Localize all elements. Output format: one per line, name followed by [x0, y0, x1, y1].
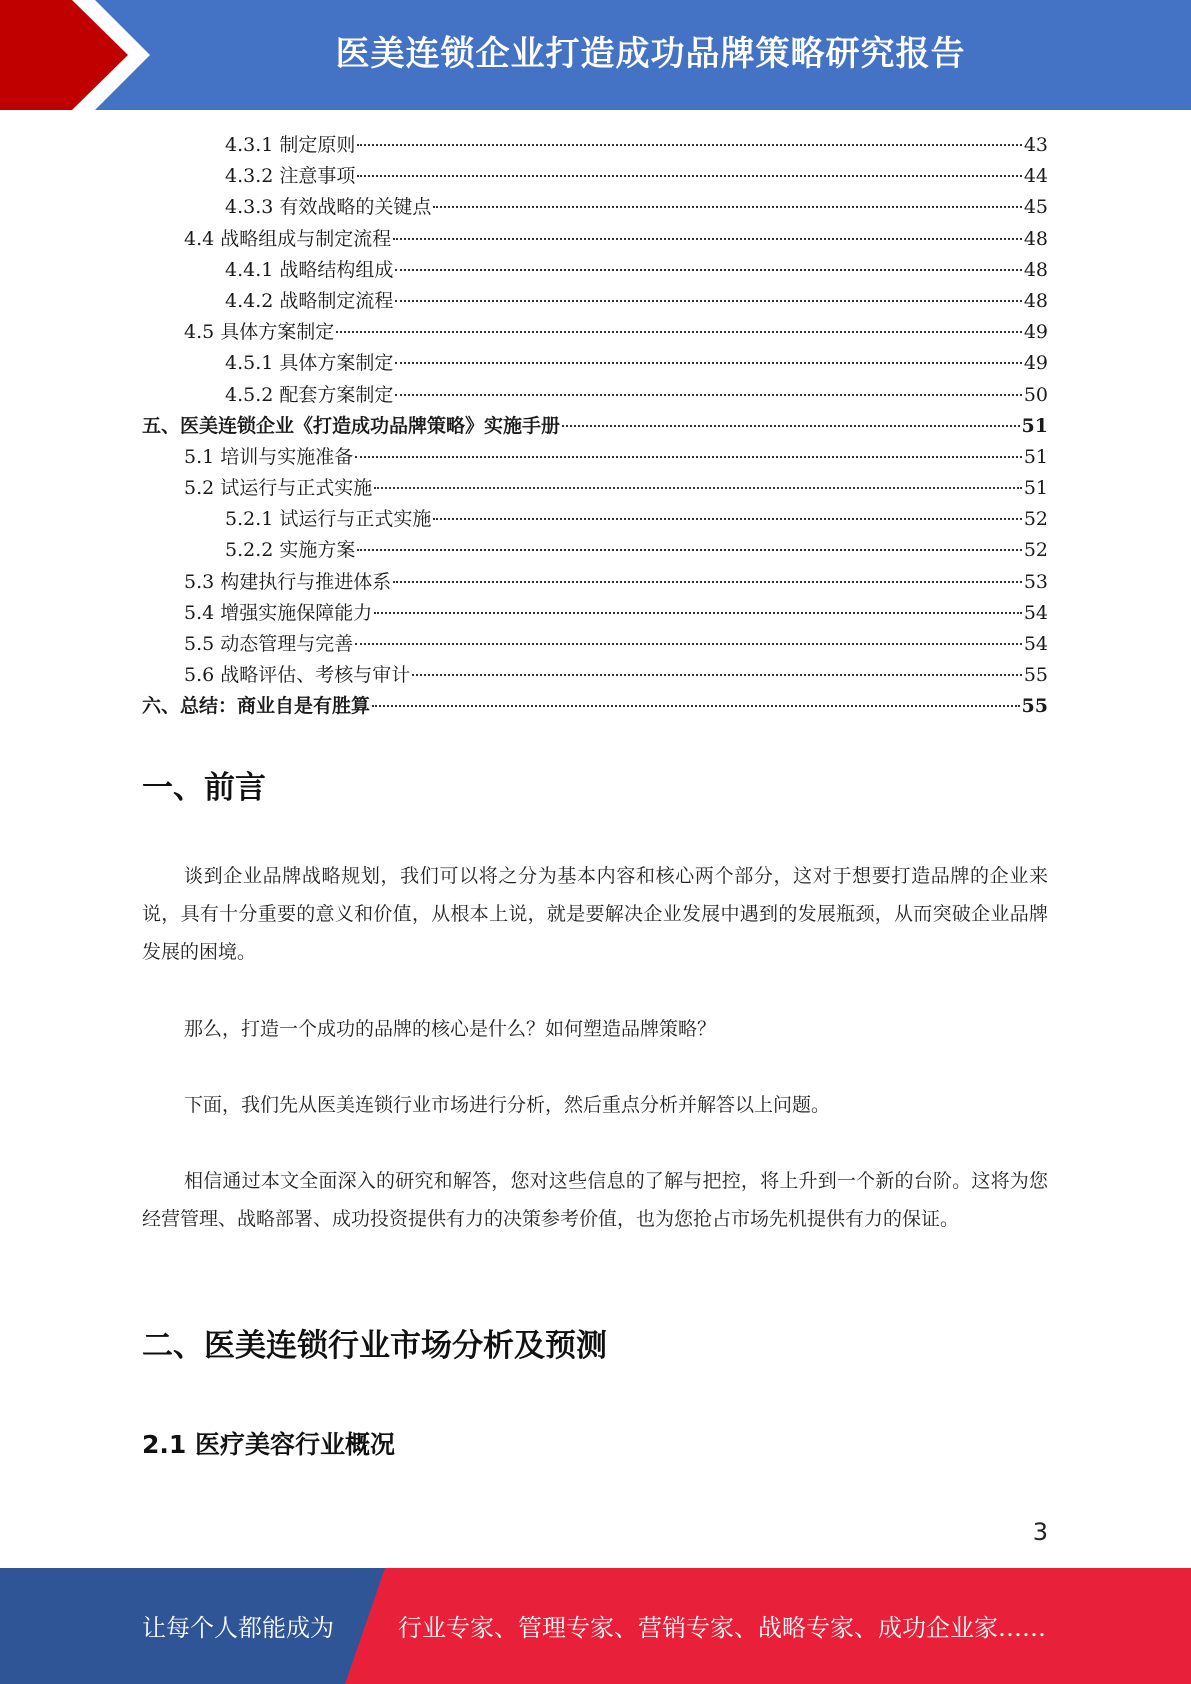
- preface-paragraph-2: 那么，打造一个成功的品牌的核心是什么？如何塑造品牌策略？: [184, 1018, 717, 1040]
- toc-leader-dots: [372, 704, 1020, 707]
- page-footer: [0, 1568, 1191, 1684]
- toc-entry-page: 48: [1023, 227, 1048, 250]
- toc-entry-page: 48: [1023, 289, 1048, 312]
- toc-entry-page: 49: [1023, 352, 1048, 375]
- toc-entry-page: 53: [1023, 570, 1048, 593]
- toc-entry[interactable]: [142, 224, 1048, 255]
- toc-entry-page: 55: [1023, 664, 1048, 687]
- toc-leader-dots: [336, 330, 1022, 333]
- toc-entry-page: 55: [1021, 695, 1048, 718]
- preface-paragraph-1: 谈到企业品牌战略规划，我们可以将之分为基本内容和核心两个部分，这对于想要打造品牌的企业来说，具有十分重要的意义和价值，从根本上说，就是要解决企业发展中遇到的发展瓶颈，从而突破企业品牌发展的困境。: [142, 865, 1048, 963]
- toc-leader-dots: [433, 517, 1021, 520]
- toc-entry[interactable]: [142, 535, 1048, 566]
- toc-leader-dots: [355, 642, 1022, 645]
- toc-entry-label: 4.3.2 注意事项: [225, 165, 356, 188]
- toc-leader-dots: [562, 424, 1020, 427]
- toc-leader-dots: [395, 393, 1021, 396]
- toc-entry-label: 4.4 战略组成与制定流程: [184, 227, 392, 250]
- toc-entry-page: 51: [1021, 414, 1048, 437]
- toc-entry-label: 5.2 试运行与正式实施: [184, 477, 373, 500]
- toc-entry[interactable]: [142, 598, 1048, 629]
- toc-leader-dots: [374, 486, 1022, 489]
- toc-entry[interactable]: [142, 192, 1048, 223]
- toc-entry-label: 4.3.1 制定原则: [225, 134, 356, 156]
- toc-entry-page: 51: [1023, 445, 1048, 468]
- toc-entry[interactable]: [142, 691, 1048, 722]
- toc-entry[interactable]: [142, 442, 1048, 473]
- report-title: 医美连锁企业打造成功品牌策略研究报告: [335, 34, 966, 74]
- toc-entry-page: 45: [1023, 196, 1048, 219]
- preface-paragraph-3: 下面，我们先从医美连锁行业市场进行分析，然后重点分析并解答以上问题。: [184, 1094, 831, 1116]
- toc-entry-page: 44: [1023, 165, 1048, 188]
- toc-entry-page: 48: [1023, 258, 1048, 281]
- page-number: 3: [1032, 1518, 1048, 1546]
- toc-entry[interactable]: [142, 473, 1048, 504]
- preface-paragraph-4: 相信通过本文全面深入的研究和解答，您对这些信息的了解与把控，将上升到一个新的台阶。这将为您经营管理、战略部署、成功投资提供有力的决策参考价值，也为您抢占市场先机提供有力的保证。: [142, 1170, 1048, 1230]
- toc-entry[interactable]: [142, 411, 1048, 442]
- toc-entry[interactable]: [142, 286, 1048, 317]
- toc-leader-dots: [433, 205, 1021, 208]
- table-of-contents: [142, 130, 1048, 723]
- toc-entry[interactable]: [142, 567, 1048, 598]
- toc-leader-dots: [357, 143, 1021, 146]
- preface-heading: 一、前言: [142, 770, 266, 806]
- toc-leader-dots: [395, 299, 1021, 302]
- toc-entry-label: 5.3 构建执行与推进体系: [184, 570, 392, 593]
- toc-entry-page: 50: [1023, 383, 1048, 406]
- toc-entry-page: 49: [1023, 321, 1048, 344]
- toc-entry[interactable]: [142, 130, 1048, 161]
- toc-entry-label: 5.2.2 实施方案: [225, 539, 356, 562]
- toc-entry-label: 五、医美连锁企业《打造成功品牌策略》实施手册: [142, 414, 561, 437]
- toc-leader-dots: [395, 268, 1021, 271]
- toc-entry-label: 六、总结：商业自是有胜算: [142, 695, 371, 718]
- toc-leader-dots: [357, 548, 1021, 551]
- toc-entry[interactable]: [142, 380, 1048, 411]
- toc-leader-dots: [355, 455, 1022, 458]
- toc-leader-dots: [395, 361, 1021, 364]
- toc-entry-label: 4.4.1 战略结构组成: [225, 258, 394, 281]
- toc-leader-dots: [393, 580, 1022, 583]
- toc-entry-label: 4.5 具体方案制定: [184, 321, 335, 344]
- header-chevron-icon: [0, 0, 150, 110]
- toc-entry[interactable]: [142, 348, 1048, 379]
- toc-entry[interactable]: [142, 317, 1048, 348]
- toc-entry[interactable]: [142, 629, 1048, 660]
- toc-leader-dots: [357, 174, 1021, 177]
- toc-entry-label: 5.2.1 试运行与正式实施: [225, 508, 432, 531]
- toc-entry-page: 51: [1023, 477, 1048, 500]
- toc-entry-label: 5.1 培训与实施准备: [184, 445, 354, 468]
- toc-entry-label: 4.4.2 战略制定流程: [225, 289, 394, 312]
- page-header: [0, 0, 1191, 110]
- toc-entry-page: 54: [1023, 601, 1048, 624]
- toc-entry-page: 43: [1023, 134, 1048, 156]
- toc-entry-label: 5.6 战略评估、考核与审计: [184, 664, 411, 687]
- toc-entry-label: 5.4 增强实施保障能力: [184, 601, 373, 624]
- toc-entry[interactable]: [142, 161, 1048, 192]
- footer-slogan-left: 让每个人都能成为: [142, 1614, 334, 1642]
- toc-entry-page: 52: [1023, 539, 1048, 562]
- toc-leader-dots: [374, 611, 1022, 614]
- subsection-heading: 2.1 医疗美容行业概况: [142, 1430, 395, 1459]
- toc-entry[interactable]: [142, 660, 1048, 691]
- toc-entry-page: 52: [1023, 508, 1048, 531]
- toc-entry-label: 4.5.2 配套方案制定: [225, 383, 394, 406]
- market-analysis-heading: 二、医美连锁行业市场分析及预测: [142, 1328, 607, 1364]
- toc-entry-label: 4.5.1 具体方案制定: [225, 352, 394, 375]
- toc-entry-label: 5.5 动态管理与完善: [184, 633, 354, 655]
- toc-entry[interactable]: [142, 255, 1048, 286]
- toc-entry-page: 54: [1023, 633, 1048, 655]
- toc-leader-dots: [412, 673, 1022, 676]
- toc-entry-label: 4.3.3 有效战略的关键点: [225, 196, 432, 219]
- footer-slogan-right: 行业专家、管理专家、营销专家、战略专家、成功企业家……: [398, 1614, 1046, 1642]
- toc-leader-dots: [393, 237, 1022, 240]
- toc-entry[interactable]: [142, 504, 1048, 535]
